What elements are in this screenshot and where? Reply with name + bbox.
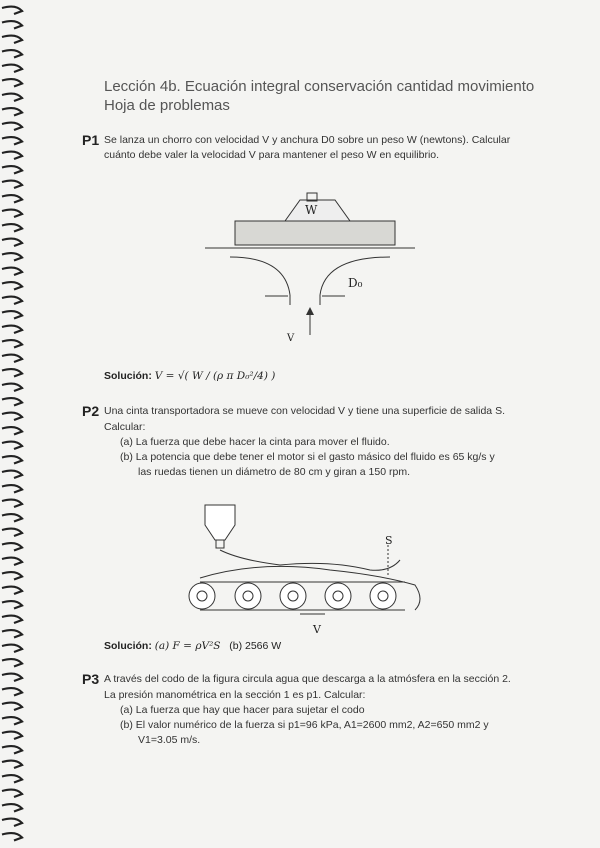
diameter-label: D₀ xyxy=(348,276,363,290)
problem-3-label: P3 xyxy=(82,671,100,687)
solution-label: Solución: xyxy=(104,370,152,382)
belt-velocity-label: V xyxy=(313,623,321,636)
p2-item-b-cont: las ruedas tienen un diámetro de 80 cm y giran a 150 rpm. xyxy=(138,466,410,478)
p2-item-b: (b) La potencia que debe tener el motor si el gasto másico del fluido es 65 kg/s y xyxy=(120,451,495,463)
problem-2-label: P2 xyxy=(82,403,100,419)
surface-label: S xyxy=(385,534,393,547)
p3-item-b: (b) El valor numérico de la fuerza si p1=96 kPa, A1=2600 mm2, A2=650 mm2 y xyxy=(120,719,489,731)
p1-solution-formula: V = √( W / (ρ π D₀²/4) ) xyxy=(154,370,276,382)
p1-solution xyxy=(104,370,275,382)
p3-item-b-cont: V1=3.05 m/s. xyxy=(138,734,201,746)
velocity-label: V xyxy=(287,333,295,344)
solution-label: Solución: xyxy=(104,640,152,652)
p2-solution-a: (a) F = ρV²S xyxy=(154,640,221,652)
p3-text: La presión manométrica en la sección 1 es p1. Calcular: xyxy=(104,689,366,701)
p1-text: Se lanza un chorro con velocidad V y anchura D0 sobre un peso W (newtons). Calcular xyxy=(104,134,511,146)
p2-figure-conveyor xyxy=(180,500,430,630)
sheet-subtitle: Hoja de problemas xyxy=(104,97,230,114)
p2-item-a: (a) La fuerza que debe hacer la cinta para mover el fluido. xyxy=(120,436,390,448)
lesson-title: Lección 4b. Ecuación integral conservación cantidad movimiento xyxy=(104,78,535,95)
p2-solution-b: (b) 2566 W xyxy=(229,640,282,652)
weight-label: W xyxy=(305,203,318,217)
spiral-binding xyxy=(0,0,30,848)
p2-text: Calcular: xyxy=(104,421,146,433)
p3-item-a: (a) La fuerza que hay que hacer para sujetar el codo xyxy=(120,704,365,716)
p2-text: Una cinta transportadora se mueve con velocidad V y tiene una superficie de salida S. xyxy=(104,405,505,417)
p1-text: cuánto debe valer la velocidad V para mantener el peso W en equilibrio. xyxy=(104,149,440,161)
p2-solution xyxy=(104,640,281,652)
problem-1-label: P1 xyxy=(82,132,100,148)
p3-text: A través del codo de la figura circula agua que descarga a la atmósfera en la sección 2. xyxy=(104,673,511,685)
